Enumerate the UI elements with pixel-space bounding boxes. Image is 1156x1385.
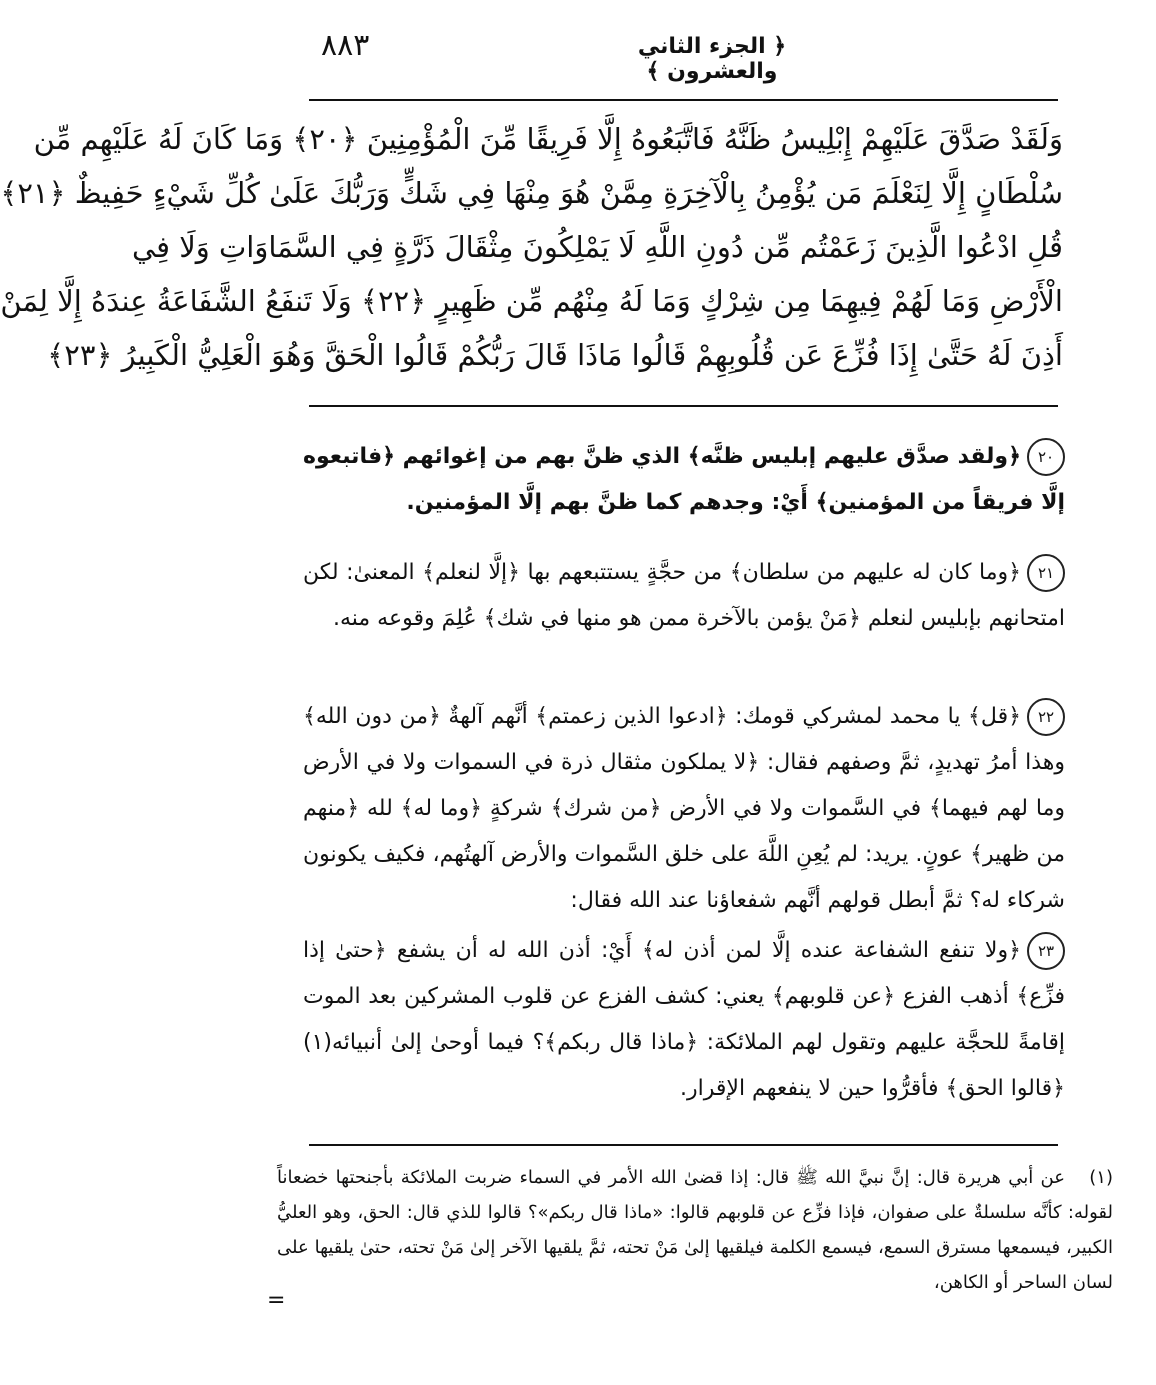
quran-divider: [309, 405, 1058, 407]
commentary-text: ﴿قل﴾ يا محمد لمشركي قومك: ﴿ادعوا الذين زعمتم﴾ أنَّهم آلهةٌ ﴿من دون الله﴾ وهذا أمرُ تهديدٍ، ثمَّ وصفهم فقال: ﴿لا يملكون مثقال ذرة في السموات ولا في الأرض وما لهم فيهما﴾ في السَّموات ولا في الأرض ﴿من شرك﴾ شركةٍ ﴿وما له﴾ لله ﴿منهم من ظهير﴾ عونٍ. يريد: لم يُعِنِ اللَّهَ على خلق السَّموات والأرض آلهتُهم، فكيف يكونون شركاء له؟ ثمَّ أبطل قولهم أنَّهم شفعاؤنا عند الله فقال:: [303, 704, 1065, 913]
page-number: ٨٨٣: [321, 28, 370, 63]
quran-line: الْأَرْضِ وَمَا لَهُمْ فِيهِمَا مِن شِرْكٍ وَمَا لَهُ مِنْهُم مِّن ظَهِيرٍ ﴿٢٢﴾ وَلَا تَنفَعُ الشَّفَاعَةُ عِندَهُ إِلَّا لِمَنْ: [0, 284, 1063, 318]
verse-number-badge: ٢٢: [1027, 698, 1065, 736]
footnote-block: [277, 1160, 1113, 1300]
commentary-verse-20: [303, 434, 1065, 526]
quran-text-block: [0, 112, 1063, 382]
verse-number-badge: ٢٠: [1027, 438, 1065, 476]
footnote-divider: [309, 1144, 1058, 1146]
footnote-continued-mark: =: [267, 1288, 286, 1313]
verse-number-badge: ٢١: [1027, 554, 1065, 592]
commentary-text: ﴿وما كان له عليهم من سلطان﴾ من حجَّةٍ يستتبعهم بها ﴿إلَّا لنعلم﴾ المعنىٰ: لكن امتحانهم بإبليس لنعلم ﴿مَنْ يؤمن بالآخرة ممن هو منها في شك﴾ عُلِمَ وقوعه منه.: [303, 560, 1065, 631]
quran-line: وَلَقَدْ صَدَّقَ عَلَيْهِمْ إِبْلِيسُ ظَنَّهُ فَاتَّبَعُوهُ إِلَّا فَرِيقًا مِّنَ الْمُؤْمِنِينَ ﴿٢٠﴾ وَمَا كَانَ لَهُ عَلَيْهِم مِّن: [33, 122, 1063, 156]
commentary-verse-22: [303, 694, 1065, 924]
verse-number-badge: ٢٣: [1027, 932, 1065, 970]
header-divider: [309, 99, 1058, 101]
footnote-mark: (١): [1089, 1167, 1113, 1188]
quran-line: سُلْطَانٍ إِلَّا لِنَعْلَمَ مَن يُؤْمِنُ بِالْآخِرَةِ مِمَّنْ هُوَ مِنْهَا فِي شَكٍّ وَرَبُّكَ عَلَىٰ كُلِّ شَيْءٍ حَفِيظٌ ﴿٢١﴾: [0, 176, 1063, 210]
commentary-verse-21: [303, 550, 1065, 642]
quran-line: قُلِ ادْعُوا الَّذِينَ زَعَمْتُم مِّن دُونِ اللَّهِ لَا يَمْلِكُونَ مِثْقَالَ ذَرَّةٍ فِي السَّمَاوَاتِ وَلَا فِي: [131, 230, 1063, 264]
running-header: ﴿ الجزء الثاني والعشرون ﴾: [637, 34, 787, 84]
footnote-text: عن أبي هريرة قال: إنَّ نبيَّ الله ﷺ قال: إذا قضىٰ الله الأمر في السماء ضربت الملائكة بأجنحتها خضعاناً لقوله: كأنَّه سلسلةٌ على صفوان، فإذا فزِّع عن قلوبهم قالوا: «ماذا قال ربكم»؟ قالوا للذي قال: الحق، وهو العليُّ الكبير، فيسمعها مسترق السمع، فيسمع الكلمة فيلقيها إلىٰ مَنْ تحته، ثمَّ يلقيها الآخر إلىٰ مَنْ تحته، حتىٰ يلقيها على لسان الساحر أو الكاهن،: [277, 1167, 1113, 1293]
commentary-text: ﴿ولقد صدَّق عليهم إبليس ظنَّه﴾ الذي ظنَّ بهم من إغوائهم ﴿فاتبعوه إلَّا فريقاً من المؤمنين﴾ أَيْ: وجدهم كما ظنَّ بهم إلَّا المؤمنين.: [303, 444, 1065, 515]
commentary-text: ﴿ولا تنفع الشفاعة عنده إلَّا لمن أذن له﴾ أَيْ: أذن الله له أن يشفع ﴿حتىٰ إذا فزِّع﴾ أذهب الفزع ﴿عن قلوبهم﴾ يعني: كشف الفزع عن قلوب المشركين بعد الموت إقامةً للحجَّة عليهم وتقول لهم الملائكة: ﴿ماذا قال ربكم﴾؟ فيما أوحىٰ إلىٰ أنبيائه(١) ﴿قالوا الحق﴾ فأقرُّوا حين لا ينفعهم الإقرار.: [303, 938, 1065, 1101]
commentary-verse-23: [303, 928, 1065, 1112]
quran-line: أَذِنَ لَهُ حَتَّىٰ إِذَا فُزِّعَ عَن قُلُوبِهِمْ قَالُوا مَاذَا قَالَ رَبُّكُمْ قَالُوا الْحَقَّ وَهُوَ الْعَلِيُّ الْكَبِيرُ ﴿٢٣﴾: [47, 338, 1063, 372]
